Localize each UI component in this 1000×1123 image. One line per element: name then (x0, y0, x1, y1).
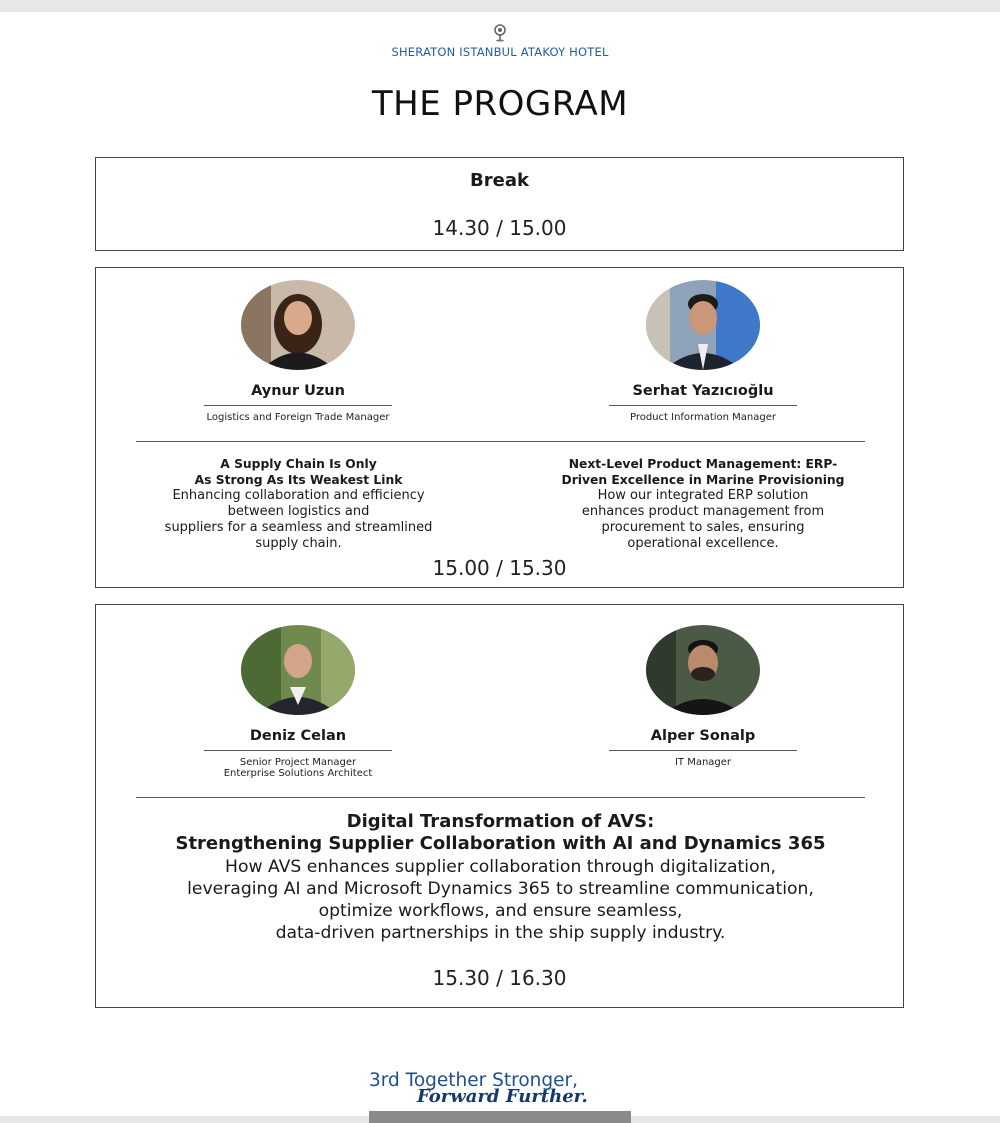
speaker-photo (241, 625, 355, 715)
bottom-bar (369, 1111, 631, 1123)
divider (204, 405, 392, 406)
speaker-card (573, 280, 833, 423)
session-break (95, 157, 904, 251)
page-title: THE PROGRAM (371, 84, 629, 124)
talk-description: Enhancing collaboration and efficiency between logistics and suppliers for a seamless and streamlined supply chain. (164, 488, 433, 551)
talk-title: Digital Transformation of AVS: Strengthening Supplier Collaboration with AI and Dynamics 365 (175, 811, 826, 855)
top-border (0, 0, 1000, 12)
logo-script-text: Forward Further. (417, 1086, 588, 1107)
location-pin-icon (493, 24, 507, 42)
session-time: 14.30 / 15.00 (432, 216, 567, 240)
session-3 (95, 604, 904, 1008)
session-time: 15.30 / 16.30 (432, 966, 567, 990)
divider (204, 750, 392, 751)
speaker-card (168, 625, 428, 779)
break-label: Break (470, 170, 529, 191)
talk-abstract (131, 457, 466, 551)
section-divider (136, 797, 865, 798)
speaker-card (168, 280, 428, 423)
speaker-role: Senior Project Manager Enterprise Solutions Architect (223, 757, 373, 779)
talk-description: How our integrated ERP solution enhances product management from procurement to sales, ensuring operational excellence. (581, 488, 825, 551)
divider (609, 750, 797, 751)
session-2 (95, 267, 904, 588)
talk-abstract (528, 457, 878, 551)
speaker-name: Serhat Yazıcıoğlu (632, 383, 774, 399)
venue-name: SHERATON ISTANBUL ATAKOY HOTEL (391, 45, 609, 59)
speaker-role: Product Information Manager (629, 412, 777, 423)
logo-main-text: 3rd Together Stronger, (369, 1070, 578, 1091)
speaker-photo (241, 280, 355, 370)
speaker-name: Alper Sonalp (650, 728, 756, 744)
speaker-name: Deniz Celan (249, 728, 347, 744)
talk-title: A Supply Chain Is Only As Strong As Its Weakest Link (194, 457, 403, 487)
section-divider (136, 441, 865, 442)
speaker-role: Logistics and Foreign Trade Manager (206, 412, 390, 423)
speaker-photo (646, 625, 760, 715)
speaker-photo (646, 280, 760, 370)
talk-title: Next-Level Product Management: ERP- Driven Excellence in Marine Provisioning (561, 457, 845, 487)
divider (609, 405, 797, 406)
event-logo (369, 1070, 631, 1110)
session-time: 15.00 / 15.30 (432, 556, 567, 580)
speaker-name: Aynur Uzun (251, 383, 345, 399)
talk-description: How AVS enhances supplier collaboration through digitalization, leveraging AI and Microsoft Dynamics 365 to streamline communication, optimize workflows, and ensure seamless, data-driven partnerships in the ship supply industry. (187, 856, 814, 944)
talk-abstract (96, 811, 905, 945)
speaker-card (573, 625, 833, 768)
speaker-role: IT Manager (674, 757, 732, 768)
